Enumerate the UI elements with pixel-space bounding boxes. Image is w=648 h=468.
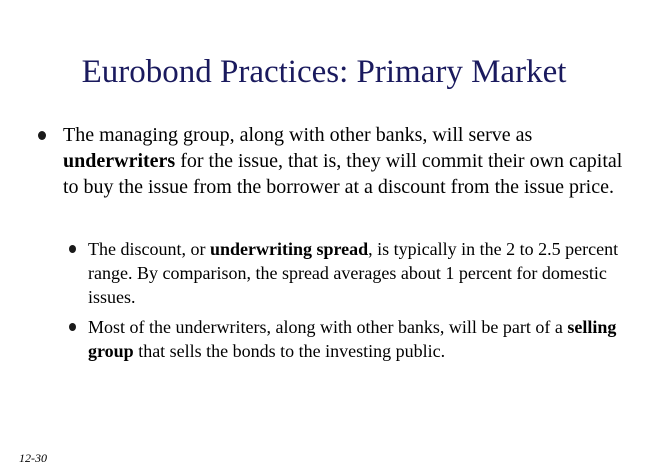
sub-bullet-bold: selling group: [88, 317, 617, 361]
sub-bullet: [88, 237, 628, 309]
bullet-dot-icon: [38, 131, 46, 140]
main-bullet-text-after: for the issue, that is, they will commit their own capital to buy the issue from the borrower at a discount from the issue price.: [63, 150, 623, 198]
bullet-dot-icon: [69, 245, 76, 253]
sub-bullet-list: [88, 237, 628, 363]
sub-bullet: [88, 315, 628, 363]
bullet-dot-icon: [69, 323, 76, 331]
sub-bullet-text-before: The discount, or: [88, 239, 210, 259]
slide-title: Eurobond Practices: Primary Market: [81, 54, 567, 90]
sub-bullet-text-before: Most of the underwriters, along with other banks, will be part of a: [88, 317, 568, 337]
main-bullet-text-before: The managing group, along with other banks, will serve as: [63, 124, 533, 146]
sub-bullet-text-after: , is typically in the 2 to 2.5 percent range. By comparison, the spread averages about 1 percent for domestic issues.: [88, 239, 619, 307]
sub-bullet-bold: underwriting spread: [209, 239, 369, 259]
page-number: 12-30: [19, 451, 47, 465]
sub-bullet-text-after: that sells the bonds to the investing public.: [133, 341, 446, 361]
main-bullet: [63, 122, 623, 200]
main-bullet-bold: underwriters: [63, 150, 176, 172]
